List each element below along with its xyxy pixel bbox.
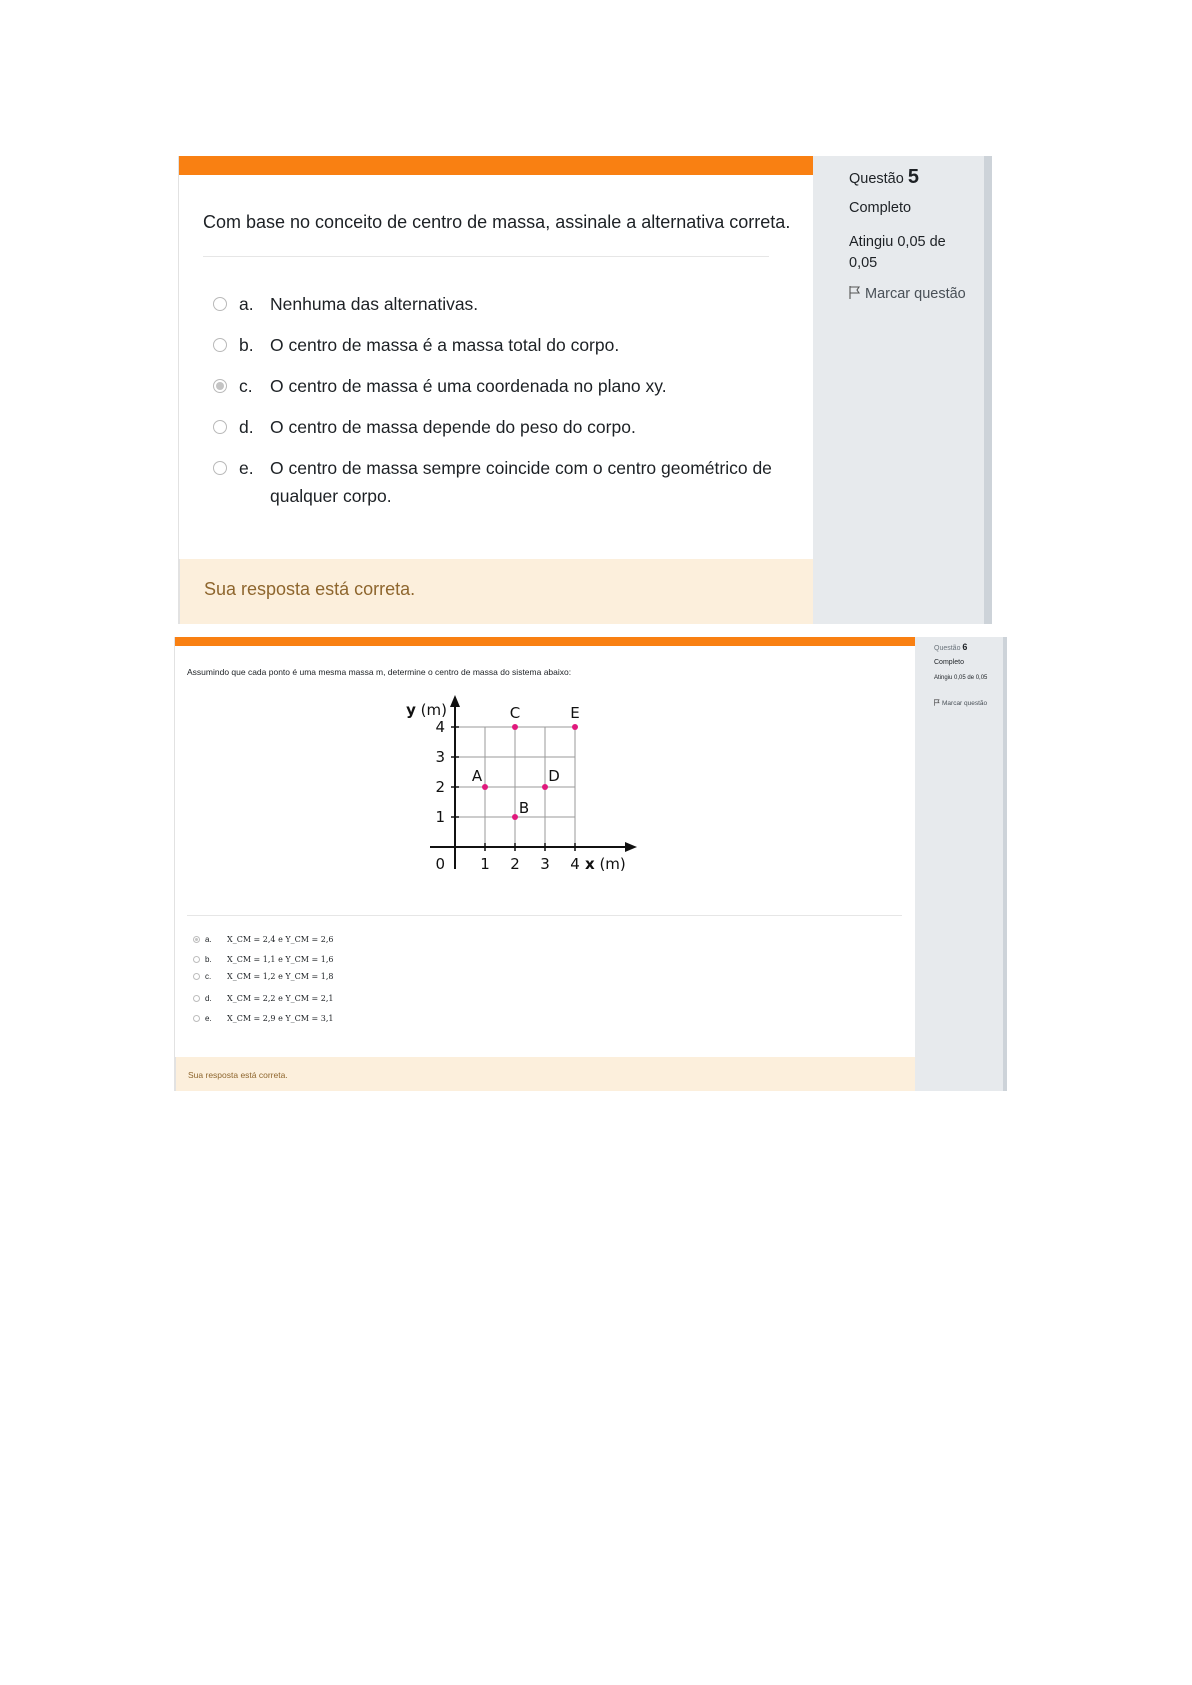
feedback-text: Sua resposta está correta. — [204, 579, 416, 599]
question-status: Completo — [934, 659, 964, 666]
point-label-C: C — [509, 704, 521, 722]
chart-axes — [430, 695, 637, 869]
point-A — [482, 784, 488, 790]
option-text: O centro de massa sempre coincide com o centro geométrico de qualquer corpo. — [270, 458, 772, 506]
point-B — [512, 814, 518, 820]
y-axis-label — [406, 701, 447, 719]
flag-question-link[interactable] — [849, 286, 966, 302]
origin-label: 0 — [435, 855, 445, 873]
feedback-box — [175, 1057, 916, 1091]
question-5-content — [178, 156, 813, 624]
option-text: Nenhuma das alternativas. — [270, 294, 479, 314]
option-formula: X_CM = 1,2 e Y_CM = 1,8 — [227, 972, 334, 981]
chart-svg — [406, 701, 675, 891]
chart-points — [472, 704, 580, 820]
option-letter: b. — [239, 335, 254, 355]
center-of-mass-chart — [406, 701, 675, 891]
radio-button[interactable] — [193, 956, 200, 963]
option-text: O centro de massa é uma coordenada no plano xy. — [270, 376, 667, 396]
x-axis-arrow — [625, 842, 637, 852]
flag-label: Marcar questão — [942, 700, 988, 707]
point-label-B: B — [518, 799, 530, 817]
radio-button[interactable] — [193, 973, 200, 980]
question-6-accent-bar — [175, 637, 916, 646]
radio-button[interactable] — [213, 461, 227, 475]
question-5-info-panel — [813, 156, 984, 624]
x-tick-label: 1 — [480, 855, 490, 873]
point-D — [542, 784, 548, 790]
radio-button-selected[interactable] — [213, 379, 227, 393]
y-axis-unit: (m) — [415, 701, 447, 719]
question-6-text: Assumindo que cada ponto é uma mesma massa m, determine o centro de massa do sistema abaixo: — [187, 667, 572, 677]
chart-grid — [455, 727, 575, 847]
question-6-content — [174, 637, 915, 1091]
question-5-text: Com base no conceito de centro de massa, assinale a alternativa correta. — [203, 212, 791, 232]
question-grade: Atingiu 0,05 de 0,05 — [849, 234, 946, 271]
question-6-info-panel — [915, 637, 1003, 1091]
question-grade: Atingiu 0,05 de 0,05 — [934, 675, 988, 681]
option-formula: X_CM = 1,1 e Y_CM = 1,6 — [227, 955, 334, 964]
radio-button-selected[interactable] — [193, 936, 200, 943]
option-text: O centro de massa é a massa total do corpo. — [270, 335, 620, 355]
option-letter: e. — [239, 458, 254, 478]
y-axis-var: y — [406, 701, 416, 719]
y-tick-label: 4 — [435, 718, 445, 736]
option-formula: X_CM = 2,4 e Y_CM = 2,6 — [227, 935, 334, 944]
option-letter: a. — [239, 294, 254, 314]
option-letter: d. — [239, 417, 254, 437]
question-number — [849, 166, 919, 189]
flag-icon — [849, 286, 861, 299]
option-letter: a. — [205, 935, 212, 944]
divider — [203, 256, 769, 257]
radio-button[interactable] — [213, 338, 227, 352]
option-letter: e. — [205, 1014, 212, 1023]
x-tick-label: 4 — [570, 855, 580, 873]
flag-question-link[interactable] — [934, 699, 987, 707]
x-tick-label: 2 — [510, 855, 520, 873]
info-panel-edge — [984, 156, 992, 624]
flag-label: Marcar questão — [865, 286, 966, 302]
point-E — [572, 724, 578, 730]
y-tick-label: 1 — [435, 808, 445, 826]
y-tick-label: 2 — [435, 778, 445, 796]
info-panel-edge — [1003, 637, 1007, 1091]
question-6-card — [174, 637, 1006, 1091]
point-label-A: A — [471, 767, 483, 785]
radio-button[interactable] — [213, 297, 227, 311]
radio-button[interactable] — [193, 995, 200, 1002]
option-letter: b. — [205, 955, 212, 964]
x-axis-label — [585, 855, 626, 873]
point-label-E: E — [570, 704, 580, 722]
option-formula: X_CM = 2,2 e Y_CM = 2,1 — [227, 994, 334, 1003]
radio-button[interactable] — [193, 1015, 200, 1022]
question-label: Questão — [934, 645, 961, 652]
y-axis-arrow — [450, 695, 460, 707]
question-5-card — [178, 156, 992, 624]
point-label-D: D — [548, 767, 560, 785]
question-label: Questão — [849, 171, 904, 187]
feedback-text: Sua resposta está correta. — [188, 1070, 288, 1080]
feedback-box — [179, 559, 814, 624]
option-letter: d. — [205, 994, 212, 1003]
question-number-value: 5 — [907, 166, 919, 188]
x-axis-unit: (m) — [594, 855, 626, 873]
option-letter: c. — [239, 376, 253, 396]
point-C — [512, 724, 518, 730]
x-axis-var: x — [585, 855, 595, 873]
radio-button[interactable] — [213, 420, 227, 434]
option-text: O centro de massa depende do peso do corpo. — [270, 417, 636, 437]
x-tick-label: 3 — [540, 855, 550, 873]
question-status: Completo — [849, 200, 912, 216]
option-formula: X_CM = 2,9 e Y_CM = 3,1 — [227, 1014, 334, 1023]
divider — [187, 915, 902, 916]
question-5-accent-bar — [179, 156, 814, 175]
question-number — [934, 642, 967, 652]
flag-icon — [934, 699, 940, 706]
y-tick-label: 3 — [435, 748, 445, 766]
question-number-value: 6 — [962, 642, 968, 652]
option-letter: c. — [205, 972, 212, 981]
